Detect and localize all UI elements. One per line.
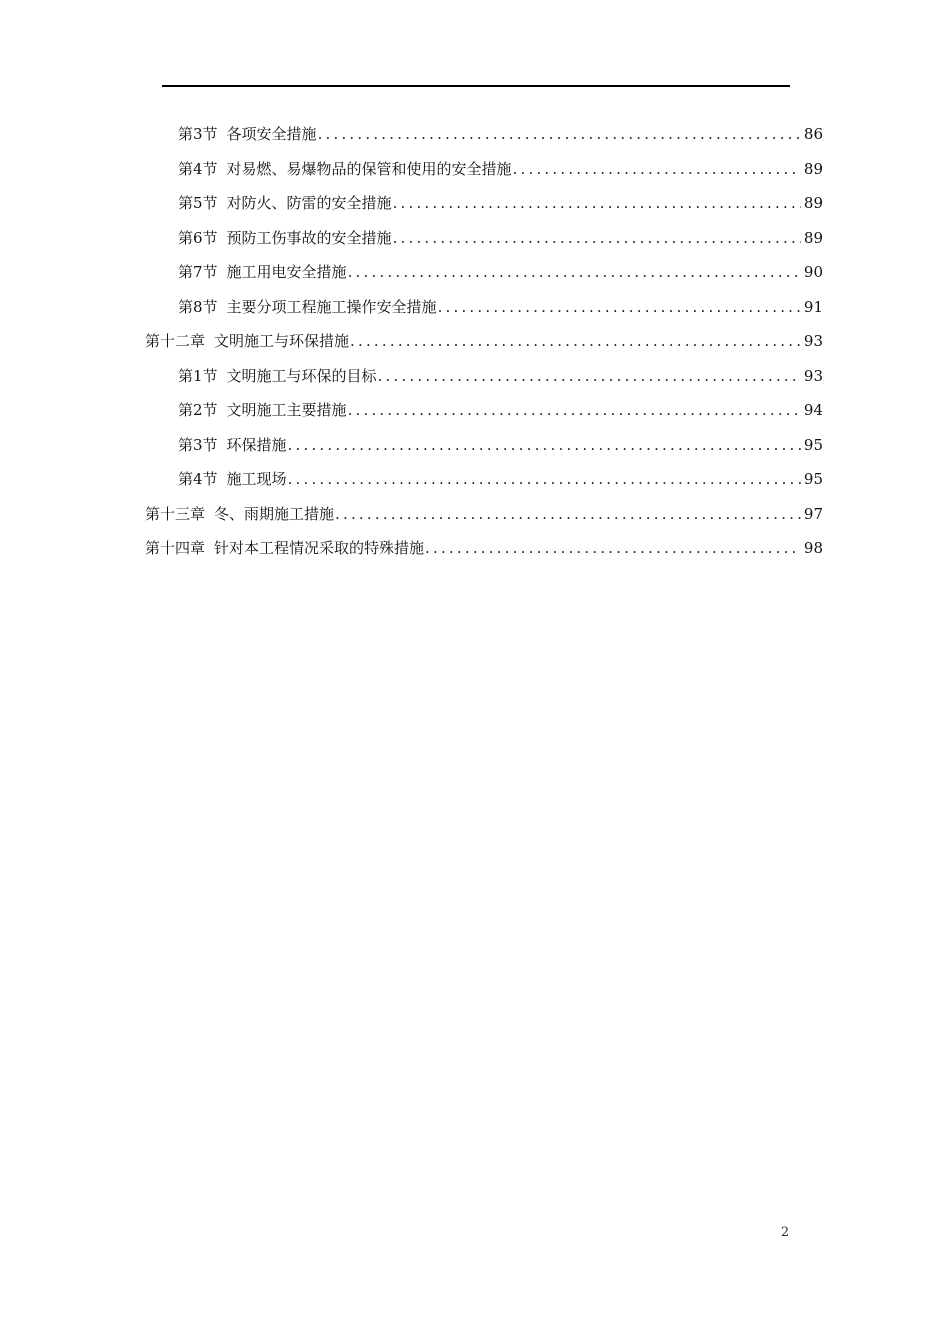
page-ref: 91 [803,297,823,316]
dot-leader [378,359,801,393]
section-number: 第1节 [178,366,218,385]
dot-leader [335,497,801,531]
entry-title: 环保措施 [226,435,287,454]
page-ref: 89 [803,194,823,212]
chapter-number: 第十三章 [145,504,206,523]
section-number: 第7节 [178,263,218,281]
entry-title: 施工用电安全措施 [226,263,347,281]
toc-entry[interactable] [178,359,823,393]
dot-leader [288,428,801,462]
dot-leader [350,324,801,358]
toc-chapter-entry[interactable] [145,497,823,531]
toc-entry[interactable] [178,290,823,324]
toc-entry[interactable] [178,117,823,151]
dot-leader [438,290,801,324]
section-number: 第4节 [178,159,218,178]
toc-entry[interactable] [178,462,823,496]
page-ref: 93 [803,366,823,385]
toc-chapter-entry[interactable] [145,324,823,358]
section-number: 第3节 [178,125,218,143]
page-number: 2 [780,1225,790,1240]
entry-title: 冬、雨期施工措施 [214,504,335,523]
entry-title: 文明施工主要措施 [226,401,347,419]
page-ref: 97 [803,504,823,523]
entry-title: 对易燃、易爆物品的保管和使用的安全措施 [226,159,512,178]
dot-leader [513,152,801,186]
page-ref: 86 [803,125,823,143]
section-number: 第6节 [178,228,218,247]
page-ref: 93 [803,332,823,350]
entry-title: 主要分项工程施工操作安全措施 [226,297,437,316]
section-number: 第8节 [178,297,218,316]
toc-entry[interactable] [178,186,823,220]
page-ref: 95 [803,435,823,454]
page-ref: 98 [803,539,823,557]
toc-entry[interactable] [178,428,823,462]
dot-leader [425,531,801,565]
page-ref: 90 [803,263,823,281]
entry-title: 针对本工程情况采取的特殊措施 [214,539,425,557]
chapter-number: 第十四章 [145,539,206,557]
section-number: 第4节 [178,470,218,488]
dot-leader [318,117,801,151]
entry-title: 施工现场 [226,470,287,488]
dot-leader [393,186,801,220]
dot-leader [393,221,801,255]
entry-title: 各项安全措施 [226,125,317,143]
page-ref: 89 [803,159,823,178]
entry-title: 文明施工与环保的目标 [226,366,377,385]
chapter-number: 第十二章 [145,332,206,350]
page-ref: 94 [803,401,823,419]
section-number: 第3节 [178,435,218,454]
section-number: 第5节 [178,194,218,212]
toc-entry[interactable] [178,393,823,427]
toc-chapter-entry[interactable] [145,531,823,565]
page-ref: 95 [803,470,823,488]
toc-entry[interactable] [178,221,823,255]
header-rule [162,85,790,87]
toc-entry[interactable] [178,255,823,289]
toc-entry[interactable] [178,152,823,186]
dot-leader [348,393,801,427]
dot-leader [288,462,801,496]
page-ref: 89 [803,228,823,247]
entry-title: 文明施工与环保措施 [214,332,350,350]
dot-leader [348,255,801,289]
entry-title: 预防工伤事故的安全措施 [226,228,392,247]
entry-title: 对防火、防雷的安全措施 [226,194,392,212]
section-number: 第2节 [178,401,218,419]
